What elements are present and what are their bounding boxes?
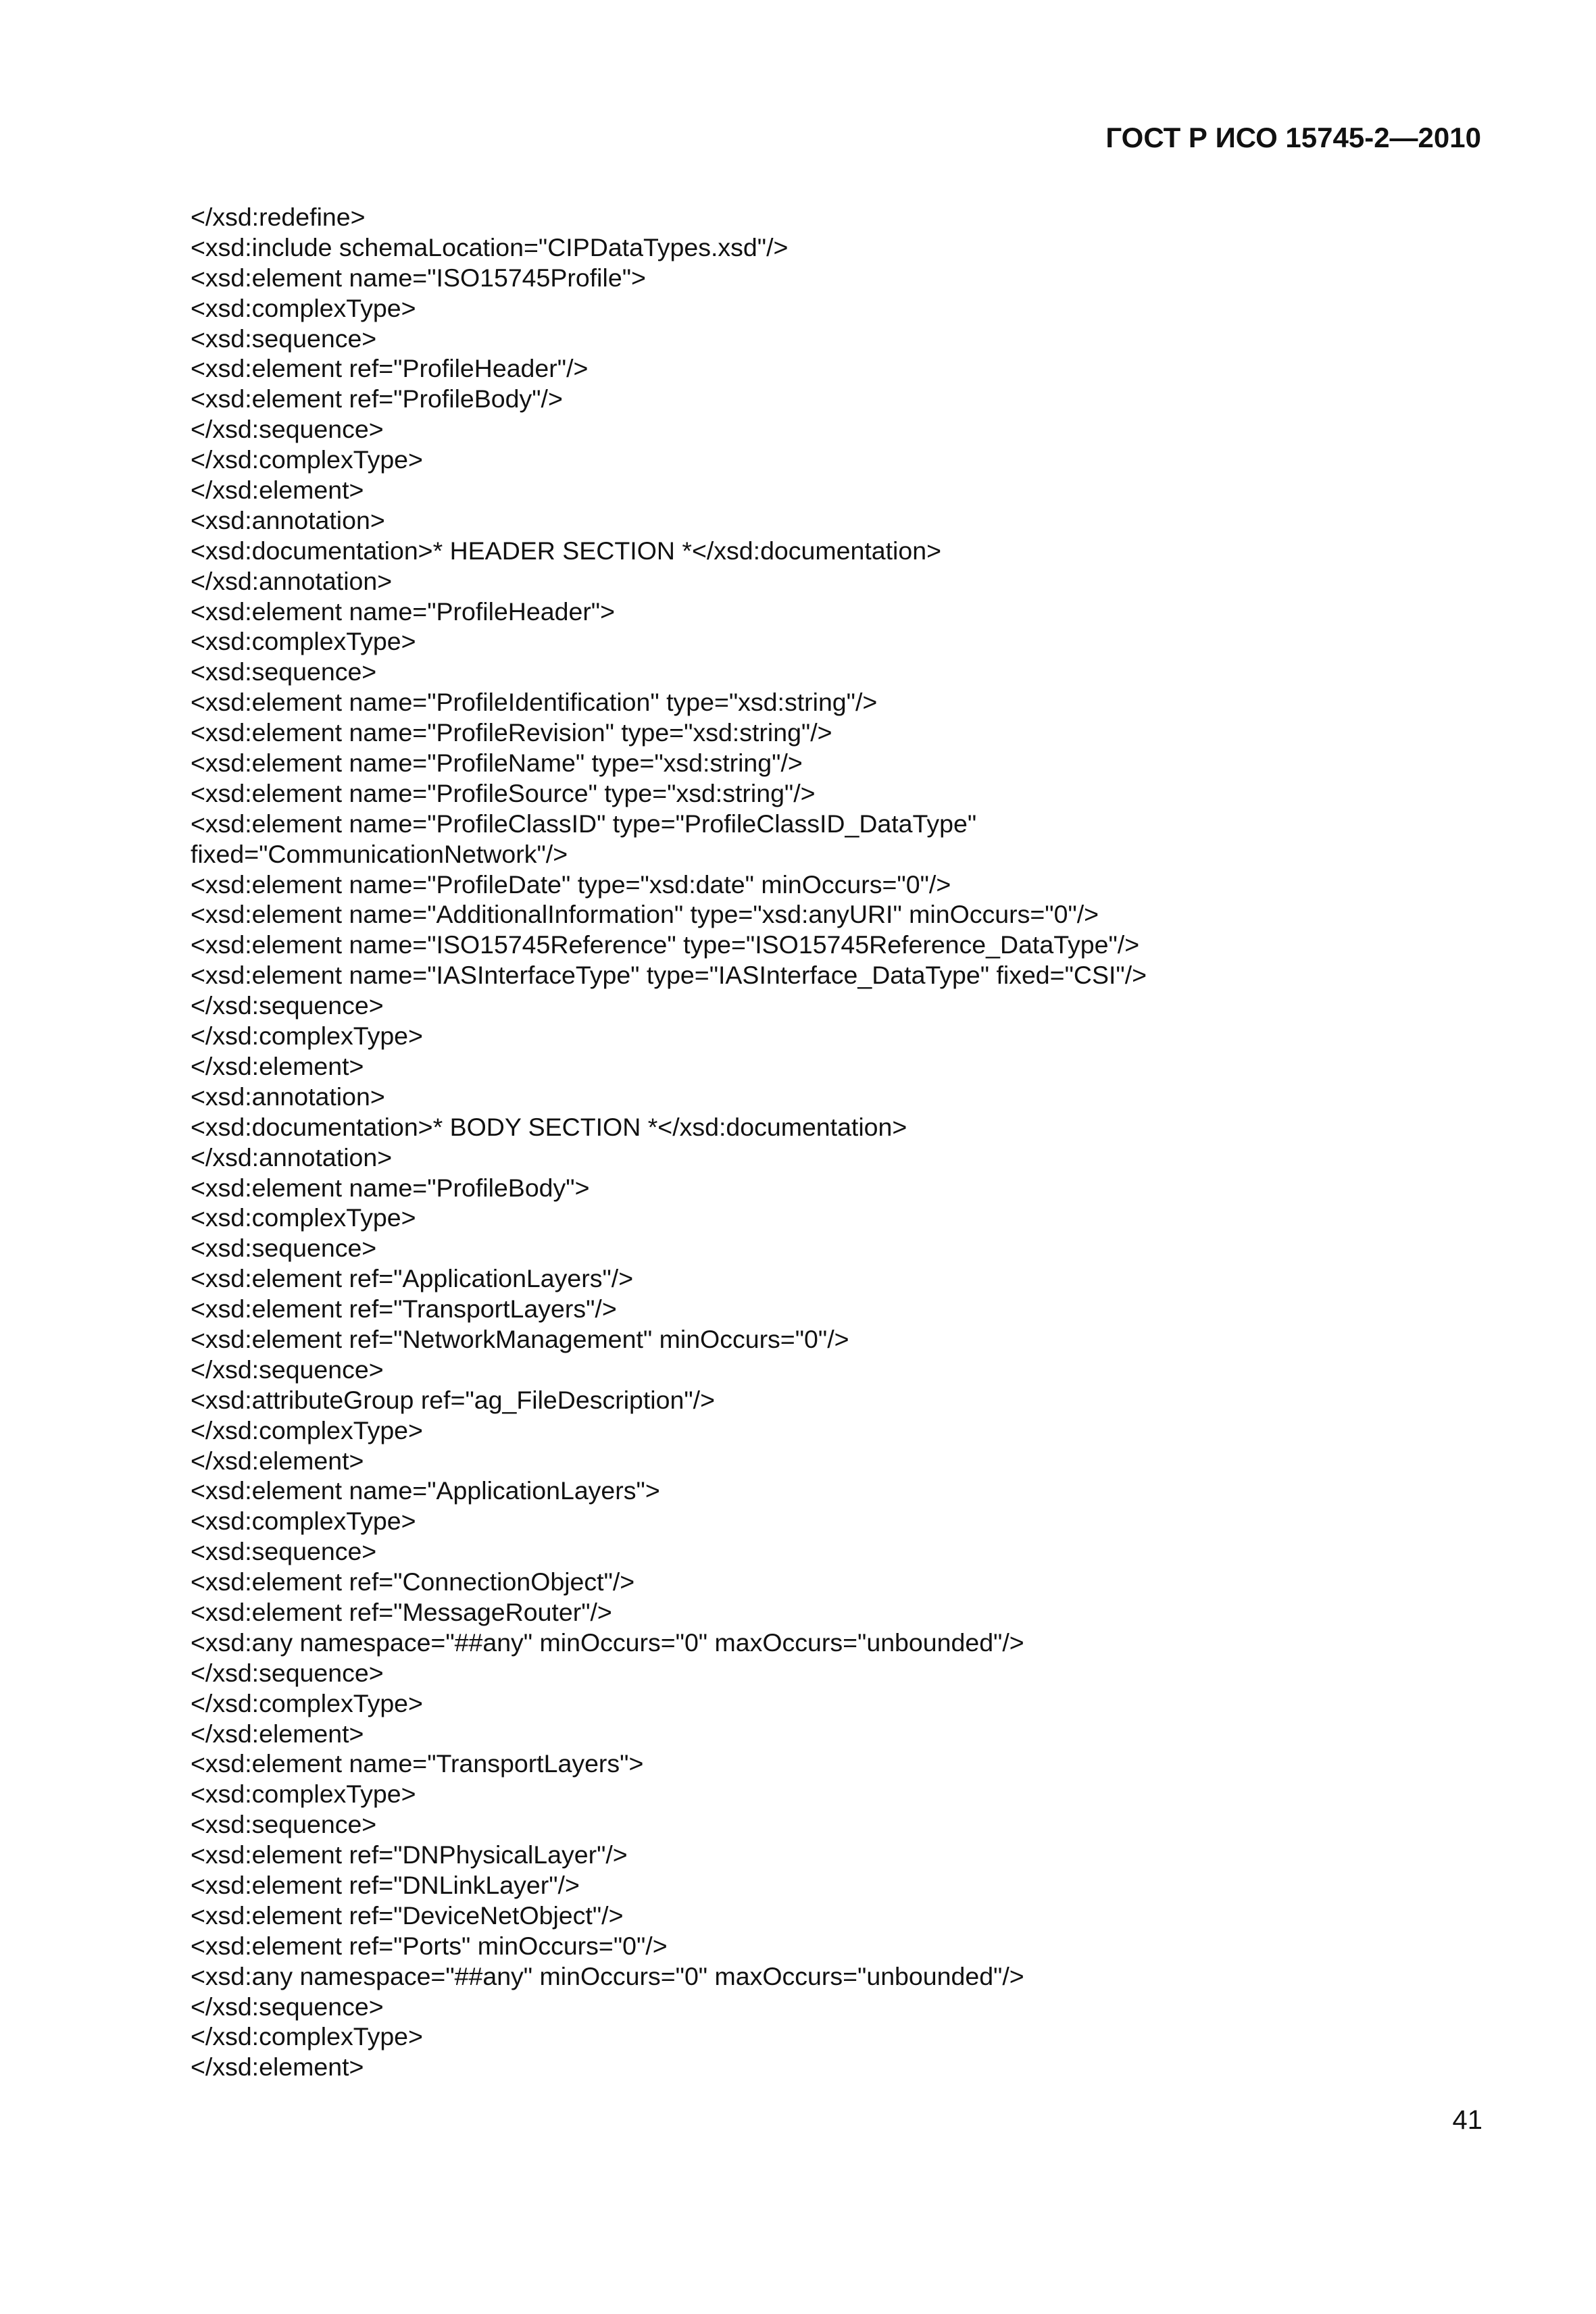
- code-line: <xsd:documentation>* BODY SECTION *</xsd:documentation>: [191, 1112, 907, 1141]
- code-line: </xsd:element>: [191, 1051, 364, 1080]
- code-line: </xsd:annotation>: [191, 566, 393, 595]
- code-line: <xsd:complexType>: [191, 293, 416, 322]
- code-line: <xsd:documentation>* HEADER SECTION *</xsd:documentation>: [191, 536, 941, 565]
- code-line: <xsd:element name="ProfileDate" type="xsd:date" minOccurs="0"/>: [191, 870, 951, 899]
- code-line: <xsd:element name="ProfileName" type="xsd:string"/>: [191, 749, 803, 778]
- code-line: </xsd:complexType>: [191, 2022, 423, 2051]
- code-line: <xsd:any namespace="##any" minOccurs="0" maxOccurs="unbounded"/>: [191, 1628, 1024, 1657]
- code-line: <xsd:element name="ProfileBody">: [191, 1173, 590, 1202]
- code-line: <xsd:complexType>: [191, 1203, 416, 1232]
- code-line: <xsd:include schemaLocation="CIPDataTypes.xsd"/>: [191, 232, 789, 261]
- code-line: <xsd:sequence>: [191, 324, 377, 353]
- code-line: </xsd:sequence>: [191, 1355, 384, 1384]
- code-line: </xsd:sequence>: [191, 1658, 384, 1687]
- code-line: <xsd:element name="IASInterfaceType" type="IASInterface_DataType" fixed="CSI"/>: [191, 961, 1147, 990]
- code-line: </xsd:complexType>: [191, 1688, 423, 1717]
- code-line: </xsd:complexType>: [191, 1022, 423, 1051]
- code-line: </xsd:sequence>: [191, 415, 384, 444]
- page-number: 41: [1452, 2105, 1482, 2135]
- code-line: <xsd:attributeGroup ref="ag_FileDescription"/>: [191, 1385, 715, 1414]
- xsd-code-listing: [191, 202, 1474, 2082]
- code-line: <xsd:complexType>: [191, 1507, 416, 1536]
- code-line: <xsd:any namespace="##any" minOccurs="0" maxOccurs="unbounded"/>: [191, 1961, 1024, 1990]
- code-line: </xsd:sequence>: [191, 1992, 384, 2021]
- code-line: </xsd:element>: [191, 2053, 364, 2082]
- code-line: <xsd:element ref="DeviceNetObject"/>: [191, 1901, 624, 1930]
- code-line: <xsd:element ref="DNLinkLayer"/>: [191, 1870, 580, 1899]
- code-line: <xsd:element name="ProfileSource" type="xsd:string"/>: [191, 778, 816, 807]
- code-line: <xsd:element name="TransportLayers">: [191, 1749, 644, 1778]
- document-standard-header: ГОСТ Р ИСО 15745-2—2010: [1105, 122, 1481, 153]
- code-line: <xsd:element ref="ProfileHeader"/>: [191, 354, 589, 383]
- code-line: <xsd:complexType>: [191, 627, 416, 656]
- code-line: <xsd:element name="ProfileClassID" type="ProfileClassID_DataType": [191, 809, 977, 838]
- code-line: <xsd:element ref="ApplicationLayers"/>: [191, 1264, 634, 1293]
- code-line: <xsd:element ref="ProfileBody"/>: [191, 384, 563, 413]
- code-line: <xsd:element ref="ConnectionObject"/>: [191, 1567, 635, 1596]
- code-line: </xsd:complexType>: [191, 1415, 423, 1444]
- code-line: <xsd:element ref="Ports" minOccurs="0"/>: [191, 1931, 668, 1960]
- code-line: <xsd:element name="AdditionalInformation" type="xsd:anyURI" minOccurs="0"/>: [191, 900, 1099, 929]
- code-line: <xsd:sequence>: [191, 657, 377, 686]
- code-line: <xsd:element name="ISO15745Reference" type="ISO15745Reference_DataType"/>: [191, 930, 1140, 959]
- code-line: <xsd:element name="ApplicationLayers">: [191, 1476, 660, 1505]
- code-line: <xsd:complexType>: [191, 1780, 416, 1809]
- code-line: <xsd:element ref="NetworkManagement" minOccurs="0"/>: [191, 1324, 849, 1353]
- code-line: </xsd:element>: [191, 476, 364, 505]
- code-line: <xsd:annotation>: [191, 505, 385, 534]
- code-line: <xsd:element ref="MessageRouter"/>: [191, 1597, 612, 1626]
- code-line: <xsd:sequence>: [191, 1234, 377, 1263]
- code-line: <xsd:element ref="DNPhysicalLayer"/>: [191, 1840, 628, 1869]
- code-line: <xsd:element ref="TransportLayers"/>: [191, 1294, 617, 1324]
- code-line: </xsd:element>: [191, 1446, 364, 1475]
- code-line: <xsd:sequence>: [191, 1810, 377, 1839]
- code-line: <xsd:annotation>: [191, 1082, 385, 1111]
- code-line: <xsd:sequence>: [191, 1537, 377, 1566]
- code-line: </xsd:redefine>: [191, 203, 366, 231]
- code-line: </xsd:sequence>: [191, 991, 384, 1020]
- code-line: <xsd:element name="ProfileHeader">: [191, 597, 616, 626]
- code-line: </xsd:complexType>: [191, 445, 423, 474]
- code-line: </xsd:element>: [191, 1719, 364, 1748]
- code-line: <xsd:element name="ISO15745Profile">: [191, 263, 646, 292]
- code-line: fixed="CommunicationNetwork"/>: [191, 839, 568, 868]
- code-line: </xsd:annotation>: [191, 1142, 393, 1172]
- code-line: <xsd:element name="ProfileRevision" type="xsd:string"/>: [191, 718, 832, 747]
- code-line: <xsd:element name="ProfileIdentification" type="xsd:string"/>: [191, 688, 878, 717]
